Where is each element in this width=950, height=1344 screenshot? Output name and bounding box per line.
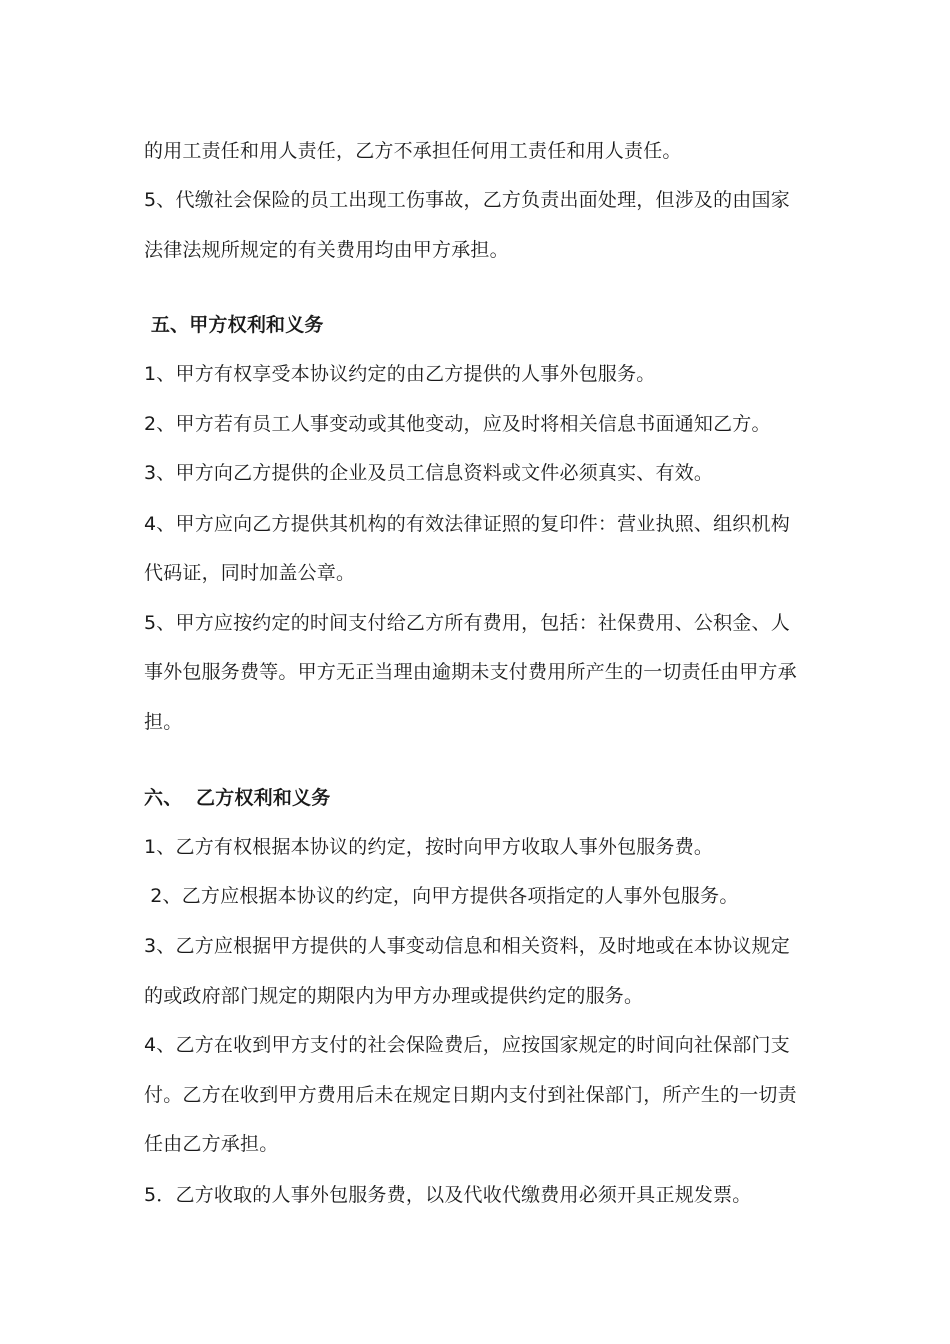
body-text-line: 3、乙方应根据甲方提供的人事变动信息和相关资料，及时地或在本协议规定 — [144, 935, 790, 957]
body-text-line: 担。 — [144, 711, 183, 733]
body-text-line: 2、甲方若有员工人事变动或其他变动，应及时将相关信息书面通知乙方。 — [144, 413, 771, 435]
body-text-line: 3、甲方向乙方提供的企业及员工信息资料或文件必须真实、有效。 — [144, 462, 714, 484]
section-heading-party-b: 六、 乙方权利和义务 — [144, 787, 331, 809]
body-text-line: 4、乙方在收到甲方支付的社会保险费后，应按国家规定的时间向社保部门支 — [144, 1034, 790, 1056]
body-text-line: 付。乙方在收到甲方费用后未在规定日期内支付到社保部门，所产生的一切责 — [144, 1084, 797, 1106]
body-text-line: 5、代缴社会保险的员工出现工伤事故，乙方负责出面处理，但涉及的由国家 — [144, 189, 790, 211]
body-text-line: 4、甲方应向乙方提供其机构的有效法律证照的复印件：营业执照、组织机构 — [144, 513, 790, 535]
body-text-line: 5、甲方应按约定的时间支付给乙方所有费用，包括：社保费用、公积金、人 — [144, 612, 790, 634]
body-text-line: 法律法规所规定的有关费用均由甲方承担。 — [144, 239, 509, 261]
section-heading-party-a: 五、甲方权利和义务 — [144, 314, 324, 336]
body-text-line: 2、乙方应根据本协议的约定，向甲方提供各项指定的人事外包服务。 — [144, 885, 739, 907]
body-text-line: 的用工责任和用人责任，乙方不承担任何用工责任和用人责任。 — [144, 140, 682, 162]
body-text-line: 1、甲方有权享受本协议约定的由乙方提供的人事外包服务。 — [144, 363, 656, 385]
body-text-line: 5．乙方收取的人事外包服务费，以及代收代缴费用必须开具正规发票。 — [144, 1184, 752, 1206]
body-text-line: 事外包服务费等。甲方无正当理由逾期未支付费用所产生的一切责任由甲方承 — [144, 661, 797, 683]
body-text-line: 代码证，同时加盖公章。 — [144, 562, 356, 584]
body-text-line: 1、乙方有权根据本协议的约定，按时向甲方收取人事外包服务费。 — [144, 836, 714, 858]
body-text-line: 的或政府部门规定的期限内为甲方办理或提供约定的服务。 — [144, 985, 644, 1007]
body-text-line: 任由乙方承担。 — [144, 1133, 279, 1155]
